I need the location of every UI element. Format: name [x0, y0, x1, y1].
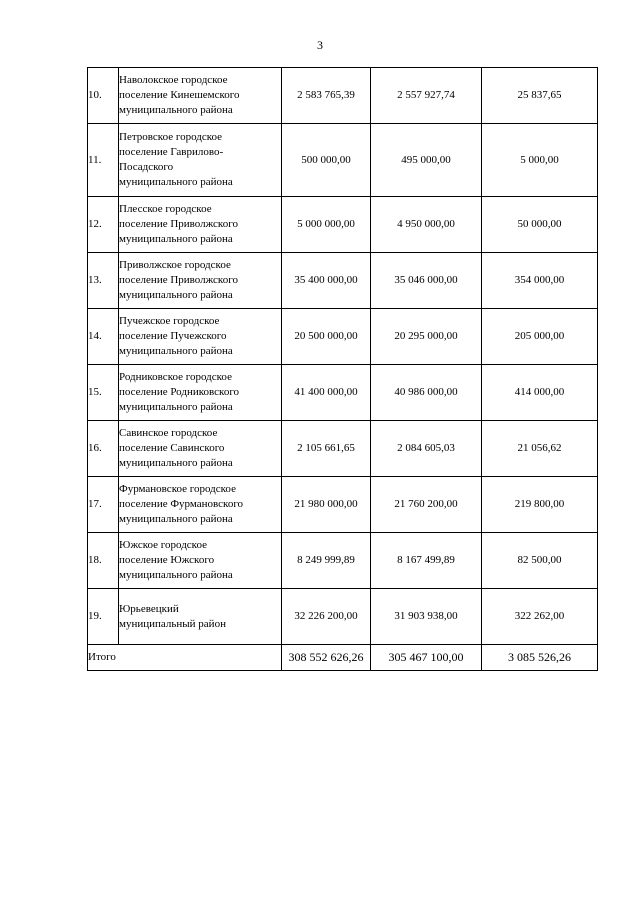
value-1: 8 249 999,89 — [282, 533, 371, 589]
value-1: 5 000 000,00 — [282, 197, 371, 253]
municipality-name — [119, 68, 282, 124]
municipality-name-line: Пучежское городское — [119, 315, 220, 327]
value-3: 82 500,00 — [482, 533, 598, 589]
table-row — [88, 589, 598, 645]
value-3: 354 000,00 — [482, 253, 598, 309]
value-2: 2 557 927,74 — [371, 68, 482, 124]
total-value-2: 305 467 100,00 — [371, 645, 482, 671]
municipality-name-line: Савинское городское — [119, 427, 218, 439]
municipality-name-line: поселение Савинского — [119, 442, 225, 454]
value-2: 40 986 000,00 — [371, 365, 482, 421]
table-row — [88, 253, 598, 309]
municipality-name — [119, 197, 282, 253]
row-number: 18. — [88, 533, 119, 589]
municipality-name-line: Южское городское — [119, 539, 207, 551]
value-3: 205 000,00 — [482, 309, 598, 365]
value-1: 41 400 000,00 — [282, 365, 371, 421]
municipality-name — [119, 477, 282, 533]
row-number: 16. — [88, 421, 119, 477]
municipality-name-line: муниципального района — [119, 233, 233, 245]
municipality-name-line: муниципального района — [119, 513, 233, 525]
municipality-name-line: поселение Приволжского — [119, 218, 238, 230]
value-1: 2 583 765,39 — [282, 68, 371, 124]
table-row — [88, 124, 598, 197]
table-row — [88, 309, 598, 365]
row-number: 13. — [88, 253, 119, 309]
row-number: 11. — [88, 124, 119, 197]
table-row — [88, 68, 598, 124]
municipality-name-line: поселение Пучежского — [119, 330, 227, 342]
value-3: 50 000,00 — [482, 197, 598, 253]
municipality-name-line: поселение Гаврилово- — [119, 146, 224, 158]
municipality-name-line: муниципального района — [119, 104, 233, 116]
row-number: 15. — [88, 365, 119, 421]
value-1: 500 000,00 — [282, 124, 371, 197]
value-3: 21 056,62 — [482, 421, 598, 477]
value-2: 495 000,00 — [371, 124, 482, 197]
value-3: 5 000,00 — [482, 124, 598, 197]
row-number: 10. — [88, 68, 119, 124]
municipality-name-line: поселение Фурмановского — [119, 498, 244, 510]
municipality-name-line: Петровское городское — [119, 131, 223, 143]
municipality-name-line: Фурмановское городское — [119, 483, 236, 495]
value-1: 32 226 200,00 — [282, 589, 371, 645]
municipality-name-line: поселение Кинешемского — [119, 89, 240, 101]
municipality-name-line: муниципальный район — [119, 617, 226, 630]
value-2: 2 084 605,03 — [371, 421, 482, 477]
value-3: 322 262,00 — [482, 589, 598, 645]
municipality-name-line: муниципального района — [119, 401, 233, 413]
page-number: 3 — [317, 38, 323, 52]
table-row — [88, 533, 598, 589]
municipality-name-line: муниципального района — [119, 345, 233, 357]
value-2: 31 903 938,00 — [371, 589, 482, 645]
municipality-name — [119, 309, 282, 365]
municipality-name-line: муниципального района — [119, 176, 233, 188]
municipality-name-line: Плесское городское — [119, 203, 212, 215]
total-value-1: 308 552 626,26 — [282, 645, 371, 671]
municipality-name-line: поселение Родниковского — [119, 386, 240, 398]
value-2: 20 295 000,00 — [371, 309, 482, 365]
total-value-3: 3 085 526,26 — [482, 645, 598, 671]
value-1: 2 105 661,65 — [282, 421, 371, 477]
row-number: 12. — [88, 197, 119, 253]
allocation-table — [87, 67, 598, 671]
value-1: 20 500 000,00 — [282, 309, 371, 365]
table-row — [88, 421, 598, 477]
value-2: 35 046 000,00 — [371, 253, 482, 309]
table-row — [88, 365, 598, 421]
table-body — [88, 68, 598, 671]
municipality-name-line: Посадского — [119, 161, 174, 173]
value-1: 35 400 000,00 — [282, 253, 371, 309]
table-row — [88, 477, 598, 533]
municipality-name — [119, 253, 282, 309]
total-row — [88, 645, 598, 671]
value-3: 414 000,00 — [482, 365, 598, 421]
total-label: Итого — [88, 645, 282, 671]
value-2: 21 760 200,00 — [371, 477, 482, 533]
row-number: 19. — [88, 589, 119, 645]
value-2: 4 950 000,00 — [371, 197, 482, 253]
municipality-name-line: Юрьевецкий — [119, 602, 179, 615]
municipality-name-line: муниципального района — [119, 289, 233, 301]
municipality-name-line: Наволокское городское — [119, 74, 228, 86]
value-1: 21 980 000,00 — [282, 477, 371, 533]
municipality-name-line: поселение Приволжского — [119, 274, 238, 286]
table-row — [88, 197, 598, 253]
municipality-name — [119, 421, 282, 477]
municipality-name-line: поселение Южского — [119, 554, 215, 566]
row-number: 17. — [88, 477, 119, 533]
municipality-name-line: муниципального района — [119, 457, 233, 469]
row-number: 14. — [88, 309, 119, 365]
municipality-name — [119, 124, 282, 197]
value-3: 25 837,65 — [482, 68, 598, 124]
municipality-name — [119, 589, 282, 645]
value-2: 8 167 499,89 — [371, 533, 482, 589]
municipality-name-line: Родниковское городское — [119, 371, 232, 383]
value-3: 219 800,00 — [482, 477, 598, 533]
municipality-name — [119, 533, 282, 589]
municipality-name-line: муниципального района — [119, 569, 233, 581]
municipality-name — [119, 365, 282, 421]
municipality-name-line: Приволжское городское — [119, 259, 231, 271]
